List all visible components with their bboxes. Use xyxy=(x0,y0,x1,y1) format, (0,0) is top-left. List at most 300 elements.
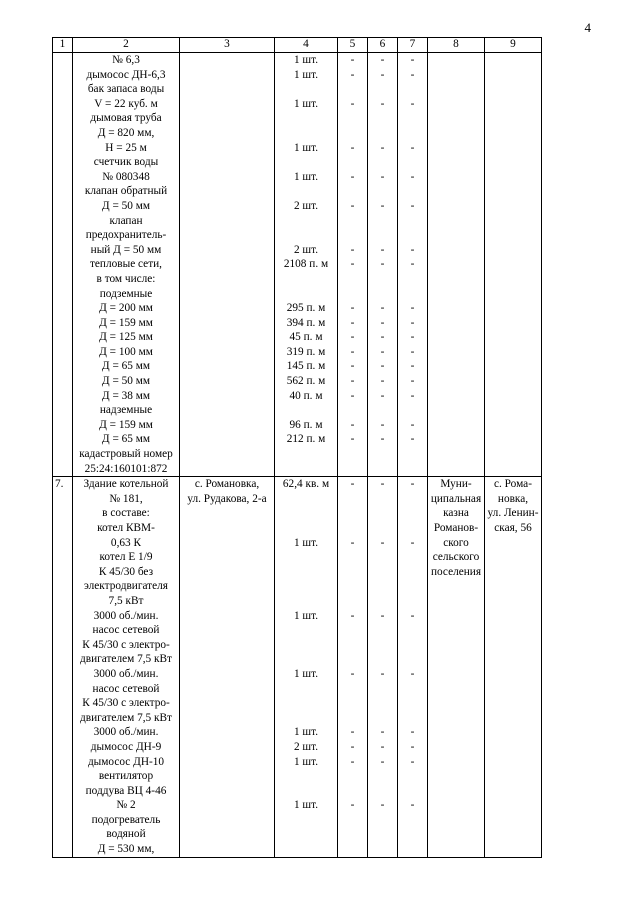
cell-line xyxy=(340,579,365,594)
cell-line xyxy=(370,111,395,126)
cell-line xyxy=(370,769,395,784)
cell-line: надземные xyxy=(99,404,153,417)
cell-line: - xyxy=(350,726,355,739)
cell-line xyxy=(400,711,425,726)
cell-line: котел КВМ- xyxy=(97,522,155,534)
cell-line: 295 п. м xyxy=(286,302,326,315)
cell-line: дымосос ДН-6,3 xyxy=(86,68,166,81)
cell-line: - xyxy=(380,667,385,680)
cell-line xyxy=(340,769,365,784)
header-cell: 9 xyxy=(485,38,542,53)
cell-line: - xyxy=(410,478,415,491)
cell-line: - xyxy=(350,389,355,402)
cell-line xyxy=(340,813,365,828)
cell-line xyxy=(370,462,395,477)
cell-line: - xyxy=(350,141,355,154)
cell-line: № 080348 xyxy=(102,170,150,183)
cell-line xyxy=(400,579,425,594)
cell-line xyxy=(400,287,425,302)
cell-line xyxy=(370,126,395,141)
cell-line: ный Д = 50 мм xyxy=(90,243,162,256)
cell-line xyxy=(370,272,395,287)
cell-line: Д = 530 мм, xyxy=(97,843,155,856)
cell-line: - xyxy=(410,740,415,753)
cell-line: - xyxy=(410,258,415,271)
cell-line: ул. Рудакова, 2-а xyxy=(187,492,267,505)
cell-line: - xyxy=(410,389,415,402)
cell-line xyxy=(277,594,335,609)
owner-cell xyxy=(428,477,485,857)
cell-line: 1 шт. xyxy=(293,667,319,680)
cell-line xyxy=(370,784,395,799)
cell-line xyxy=(277,287,335,302)
cell-line: дымосос ДН-9 xyxy=(90,740,162,753)
column-6-cell xyxy=(368,477,398,857)
cell-line xyxy=(277,184,335,199)
object-name-cell xyxy=(73,477,180,857)
cell-line: подземные xyxy=(99,287,153,300)
table-row xyxy=(53,53,542,477)
cell-line: К 45/30 с электро- xyxy=(82,697,170,710)
cell-line xyxy=(340,638,365,653)
cell-line: - xyxy=(350,799,355,812)
cell-line: 1 шт. xyxy=(293,170,319,183)
cell-line xyxy=(340,126,365,141)
cell-line: кадастровый номер xyxy=(79,448,173,461)
cell-line xyxy=(277,111,335,126)
cell-line: - xyxy=(350,755,355,768)
cell-line: - xyxy=(410,141,415,154)
cell-line xyxy=(277,623,335,638)
cell-line xyxy=(400,638,425,653)
cell-line xyxy=(400,462,425,477)
cell-line: - xyxy=(380,726,385,739)
cell-line xyxy=(400,813,425,828)
cell-line: - xyxy=(380,799,385,812)
address-cell xyxy=(180,477,275,857)
cell-line xyxy=(340,111,365,126)
cell-line: - xyxy=(380,199,385,212)
cell-line xyxy=(340,272,365,287)
cell-line: в составе: xyxy=(102,507,150,520)
cell-line: - xyxy=(380,609,385,622)
cell-line xyxy=(277,550,335,565)
header-cell: 1 xyxy=(53,38,73,53)
cell-line xyxy=(400,228,425,243)
cell-line: - xyxy=(380,258,385,271)
cell-line xyxy=(370,184,395,199)
cell-line: - xyxy=(350,345,355,358)
table-row xyxy=(53,477,542,857)
row-number-cell: 7. xyxy=(53,477,73,857)
cell-line: - xyxy=(380,536,385,549)
header-row xyxy=(53,38,542,53)
cell-line xyxy=(277,126,335,141)
cell-line: клапан обратный xyxy=(84,185,168,198)
cell-line: дымовая труба xyxy=(90,112,162,125)
cell-line: 1 шт. xyxy=(293,54,319,66)
cell-line: 1 шт. xyxy=(293,536,319,549)
cell-line xyxy=(340,184,365,199)
cell-line: двигателем 7,5 кВт xyxy=(80,711,172,724)
cell-line: - xyxy=(410,609,415,622)
cell-line: - xyxy=(350,418,355,431)
cell-line xyxy=(400,623,425,638)
cell-line: 45 п. м xyxy=(289,331,323,344)
cell-line: - xyxy=(410,97,415,110)
cell-line xyxy=(400,696,425,711)
cell-line: № 2 xyxy=(116,799,136,812)
cell-line xyxy=(340,447,365,462)
cell-line xyxy=(370,565,395,580)
cell-line xyxy=(370,287,395,302)
row-number-cell xyxy=(53,53,73,477)
cell-line xyxy=(277,842,335,857)
cell-line: 2 шт. xyxy=(293,740,319,753)
cell-line: - xyxy=(350,316,355,329)
cell-line: поддува ВЦ 4-46 xyxy=(85,784,167,797)
cell-line xyxy=(340,492,365,507)
cell-line xyxy=(277,506,335,521)
cell-line xyxy=(400,769,425,784)
cell-line: Д = 100 мм xyxy=(99,345,153,358)
cell-line xyxy=(340,214,365,229)
cell-line: 0,63 К xyxy=(110,536,142,549)
cell-line xyxy=(340,155,365,170)
cell-line: - xyxy=(380,54,385,66)
cell-line xyxy=(370,682,395,697)
cell-line xyxy=(370,711,395,726)
column-7-cell xyxy=(398,53,428,477)
cell-line: - xyxy=(410,536,415,549)
cell-line xyxy=(370,842,395,857)
cell-line xyxy=(340,521,365,536)
cell-line: Здание котельной xyxy=(83,478,169,491)
cell-line xyxy=(400,82,425,97)
cell-line: Д = 65 мм xyxy=(101,360,151,373)
cell-line xyxy=(340,682,365,697)
cell-line xyxy=(277,638,335,653)
cell-line: 25:24:160101:872 xyxy=(84,462,168,475)
column-6-cell xyxy=(368,53,398,477)
cell-line xyxy=(400,272,425,287)
cell-line xyxy=(370,827,395,842)
cell-line xyxy=(370,594,395,609)
cell-line: - xyxy=(410,316,415,329)
header-cell: 7 xyxy=(398,38,428,53)
cell-line: - xyxy=(410,243,415,256)
quantity-cell xyxy=(275,53,338,477)
cell-line xyxy=(370,579,395,594)
cell-line: водяной xyxy=(106,828,146,841)
cell-line: поселения xyxy=(430,565,482,578)
cell-line: 1 шт. xyxy=(293,609,319,622)
cell-line: клапан xyxy=(109,214,143,227)
cell-line xyxy=(340,784,365,799)
cell-line: 1 шт. xyxy=(293,726,319,739)
cell-line: К 45/30 с электро- xyxy=(82,638,170,651)
cell-line: - xyxy=(380,170,385,183)
cell-line: Д = 200 мм xyxy=(99,302,153,315)
cell-line xyxy=(370,82,395,97)
object-name-cell xyxy=(73,53,180,477)
cell-line: - xyxy=(350,740,355,753)
cell-line xyxy=(340,228,365,243)
cell-line: - xyxy=(350,609,355,622)
cell-line: 7,5 кВт xyxy=(108,594,144,607)
column-5-cell xyxy=(338,477,368,857)
cell-line: Д = 159 мм xyxy=(99,418,153,431)
cell-line: 1 шт. xyxy=(293,97,319,110)
cell-line xyxy=(400,594,425,609)
cell-line: - xyxy=(410,170,415,183)
cell-line xyxy=(400,682,425,697)
cell-line xyxy=(277,492,335,507)
cell-line: - xyxy=(410,375,415,388)
cell-line: - xyxy=(410,302,415,315)
cell-line: с. Рома- xyxy=(494,478,532,491)
cell-line xyxy=(340,711,365,726)
cell-line xyxy=(277,82,335,97)
cell-line: - xyxy=(350,536,355,549)
cell-line: - xyxy=(350,258,355,271)
cell-line: ципальная xyxy=(430,492,482,505)
cell-line: - xyxy=(410,799,415,812)
cell-line: Романов- xyxy=(433,522,479,534)
cell-line: тепловые сети, xyxy=(89,258,163,271)
cell-line xyxy=(340,565,365,580)
cell-line: Д = 820 мм, xyxy=(97,126,155,139)
cell-line: - xyxy=(350,97,355,110)
cell-line: предохранитель- xyxy=(85,229,167,242)
cell-line: - xyxy=(380,418,385,431)
cell-line: 2 шт. xyxy=(293,199,319,212)
cell-line: 2108 п. м xyxy=(283,258,329,271)
cell-line xyxy=(400,184,425,199)
cell-line: 1 шт. xyxy=(293,68,319,81)
cell-line xyxy=(400,842,425,857)
cell-line: котел Е 1/9 xyxy=(99,551,153,564)
cell-line: 394 п. м xyxy=(286,316,326,329)
cell-line xyxy=(370,813,395,828)
cell-line xyxy=(400,827,425,842)
cell-line xyxy=(340,550,365,565)
owner-cell xyxy=(428,53,485,477)
page-number: 4 xyxy=(584,20,591,35)
cell-line: электродвигателя xyxy=(84,580,168,593)
cell-line: Муни- xyxy=(440,478,472,491)
cell-line: - xyxy=(350,170,355,183)
cell-line xyxy=(400,126,425,141)
cell-line: К 45/30 без xyxy=(98,565,154,578)
cell-line xyxy=(340,403,365,418)
cell-line: 1 шт. xyxy=(293,799,319,812)
cell-line xyxy=(277,462,335,477)
cell-line: - xyxy=(410,199,415,212)
cell-line: - xyxy=(350,302,355,315)
cell-line: - xyxy=(380,302,385,315)
cell-line: - xyxy=(410,433,415,446)
cell-line: - xyxy=(350,360,355,373)
cell-line: - xyxy=(410,726,415,739)
quantity-cell xyxy=(275,477,338,857)
cell-line xyxy=(370,623,395,638)
cell-line xyxy=(340,462,365,477)
cell-line: 1 шт. xyxy=(293,755,319,768)
cell-line: 562 п. м xyxy=(286,375,326,388)
cell-line: Д = 125 мм xyxy=(99,331,153,344)
cell-line: - xyxy=(380,68,385,81)
cell-line xyxy=(277,214,335,229)
cell-line xyxy=(277,579,335,594)
cell-line xyxy=(340,842,365,857)
header-cell: 4 xyxy=(275,38,338,53)
header-cell: 6 xyxy=(368,38,398,53)
cell-line: 3000 об./мин. xyxy=(93,609,159,622)
cell-line: Д = 159 мм xyxy=(99,316,153,329)
cell-line xyxy=(277,565,335,580)
cell-line: новка, xyxy=(497,492,529,505)
cell-line xyxy=(340,652,365,667)
cell-line: ул. Ленин- xyxy=(487,507,539,520)
cell-line xyxy=(400,155,425,170)
cell-line: 1 шт. xyxy=(293,141,319,154)
cell-line: - xyxy=(410,54,415,66)
cell-line xyxy=(277,155,335,170)
cell-line: - xyxy=(380,316,385,329)
cell-line: 3000 об./мин. xyxy=(93,667,159,680)
cell-line: - xyxy=(410,345,415,358)
header-cell: 5 xyxy=(338,38,368,53)
cell-line: - xyxy=(410,667,415,680)
cell-line xyxy=(277,228,335,243)
cell-line xyxy=(277,652,335,667)
cell-line xyxy=(370,506,395,521)
cell-line: Н = 25 м xyxy=(105,141,147,154)
cell-line: V = 22 куб. м xyxy=(94,97,158,110)
cell-line xyxy=(400,111,425,126)
cell-line: - xyxy=(410,418,415,431)
header-cell: 3 xyxy=(180,38,275,53)
cell-line: - xyxy=(380,755,385,768)
cell-line: - xyxy=(350,667,355,680)
cell-line: 319 п. м xyxy=(286,345,326,358)
cell-line: - xyxy=(350,375,355,388)
cell-line xyxy=(400,403,425,418)
cell-line: - xyxy=(380,375,385,388)
header-cell: 8 xyxy=(428,38,485,53)
cell-line: Д = 50 мм xyxy=(101,375,151,388)
cell-line xyxy=(400,652,425,667)
cell-line: насос сетевой xyxy=(92,624,160,637)
cell-line xyxy=(340,696,365,711)
cell-line: 145 п. м xyxy=(286,360,326,373)
owner-address-cell xyxy=(485,53,542,477)
cell-line: № 6,3 xyxy=(112,54,140,66)
cell-line: - xyxy=(380,478,385,491)
cell-line: ского xyxy=(443,536,469,549)
cell-line: - xyxy=(410,755,415,768)
cell-line: в том числе: xyxy=(96,272,156,285)
cell-line xyxy=(277,711,335,726)
cell-line xyxy=(277,784,335,799)
cell-line xyxy=(277,769,335,784)
cell-line: - xyxy=(410,360,415,373)
cell-line: - xyxy=(380,331,385,344)
cell-line: счетчик воды xyxy=(93,156,159,169)
cell-line: вентилятор xyxy=(98,770,154,783)
cell-line: 96 п. м xyxy=(289,418,323,431)
cell-line: - xyxy=(380,360,385,373)
cell-line: дымосос ДН-10 xyxy=(87,755,165,768)
cell-line: - xyxy=(410,68,415,81)
cell-line: - xyxy=(380,97,385,110)
cell-line xyxy=(370,696,395,711)
cell-line: 62,4 кв. м xyxy=(282,478,330,491)
cell-line xyxy=(400,784,425,799)
cell-line: 212 п. м xyxy=(286,433,326,446)
cell-line: казна xyxy=(443,507,469,520)
cell-line xyxy=(340,623,365,638)
cell-line xyxy=(340,506,365,521)
cell-line xyxy=(277,403,335,418)
cell-line xyxy=(370,638,395,653)
cell-line xyxy=(340,287,365,302)
cell-line xyxy=(277,696,335,711)
cell-line: - xyxy=(410,331,415,344)
cell-line xyxy=(277,447,335,462)
cell-line xyxy=(370,492,395,507)
cell-line: - xyxy=(350,199,355,212)
cell-line: - xyxy=(380,345,385,358)
cell-line: с. Романовка, xyxy=(194,478,260,491)
cell-line xyxy=(370,228,395,243)
cell-line: - xyxy=(350,331,355,344)
cell-line xyxy=(400,492,425,507)
property-table xyxy=(52,37,542,858)
cell-line: - xyxy=(350,478,355,491)
cell-line xyxy=(400,565,425,580)
cell-line: - xyxy=(380,389,385,402)
cell-line: двигателем 7,5 кВт xyxy=(80,653,172,666)
cell-line: - xyxy=(380,433,385,446)
owner-address-cell xyxy=(485,477,542,857)
cell-line xyxy=(400,214,425,229)
address-cell xyxy=(180,53,275,477)
cell-line xyxy=(370,550,395,565)
cell-line: подогреватель xyxy=(91,813,161,826)
cell-line xyxy=(370,403,395,418)
cell-line: № 181, xyxy=(109,492,143,505)
cell-line xyxy=(370,652,395,667)
cell-line: - xyxy=(350,433,355,446)
column-7-cell xyxy=(398,477,428,857)
cell-line: 3000 об./мин. xyxy=(93,726,159,739)
cell-line xyxy=(340,82,365,97)
cell-line: ская, 56 xyxy=(494,522,532,534)
cell-line: - xyxy=(380,141,385,154)
cell-line xyxy=(277,272,335,287)
cell-line: сельского xyxy=(432,551,480,564)
cell-line xyxy=(370,214,395,229)
cell-line xyxy=(277,682,335,697)
cell-line xyxy=(277,827,335,842)
cell-line xyxy=(277,521,335,536)
cell-line xyxy=(340,594,365,609)
cell-line: 2 шт. xyxy=(293,243,319,256)
cell-line xyxy=(400,521,425,536)
cell-line: - xyxy=(350,54,355,66)
